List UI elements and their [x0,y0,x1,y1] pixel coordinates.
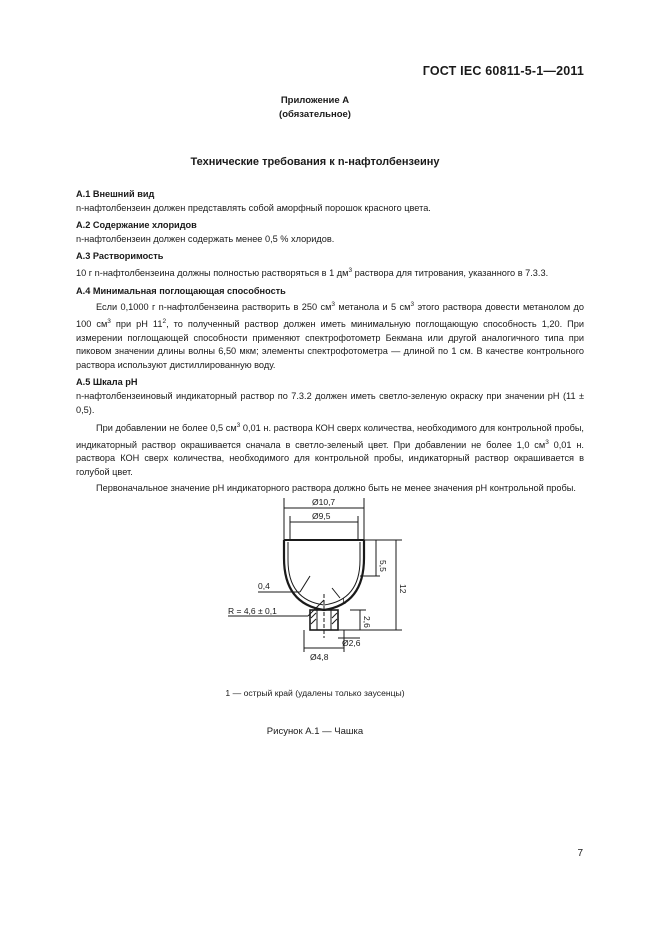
hatch-line [332,619,337,624]
text-run: раствора для титрования, указанного в 7.3.3. [352,268,549,279]
cup-drawing [200,488,440,668]
annex-label: Приложение А [280,95,350,106]
hatch-line [332,613,337,618]
hatch-line [311,613,316,618]
section-text-a5-p1: n-нафтолбензеиновый индикаторный раствор по 7.3.2 должен иметь светло-зеленую окраску при значении рН (11 ± 0,5). [76,390,584,415]
figure-note: 1 — острый край (удалены только заусенцы) [225,688,405,698]
section-heading-a1: А.1 Внешний вид [76,189,155,199]
section-text-a1: n-нафтолбензеин должен представлять собой аморфный порошок красного цвета. [76,202,431,213]
dim-edge: 0,4 [258,581,270,591]
section-text-a2: n-нафтолбензеин должен содержать менее 0,5 % хлоридов. [76,233,335,244]
superscript: 3 [236,422,241,430]
text-run: Если 0,1000 г n-нафтолбензеина растворить в 250 см [96,302,332,313]
page-number: 7 [577,848,583,859]
superscript: 3 [410,301,415,309]
text-run: 0,01 н. раствора КОН сверх количества, необходимого для контрольной пробы, индикаторный раствор окрашивается сначала в светло-зеленый цвет. При добавлении не более 1,0 см [76,423,584,450]
section-text-a3 [76,264,584,281]
text-run: при рН 11 [110,318,163,329]
section-heading-a3: А.3 Растворимость [76,251,164,262]
cup-outer-wall [284,540,364,610]
section-heading-a5: А.5 Шкала рН [76,377,138,388]
section-text-a5-p3: Первоначальное значение рН индикаторного раствора должно быть не менее значения рН контрольной пробы. [96,482,576,493]
text-run: При добавлении не более 0,5 см [96,423,237,434]
dim-height-upper: 5,5 [378,560,388,572]
annex-status: (обязательное) [279,109,351,120]
text-run: 0,01 н. раствора КОН сверх количества, необходимого для контрольной пробы, индикаторный раствор окрашивается в голубой цвет. [76,439,584,477]
dim-stem-height: 2,6 [362,616,372,628]
superscript: 3 [348,266,353,274]
dim-stem-diameter: Ø2,6 [342,638,361,648]
superscript: 2 [162,317,167,325]
section-text-a5-p2 [76,419,584,480]
leader-line-edge [300,576,310,592]
text-run: этого раствора довести метанолом до 100 см [76,302,584,329]
section-heading-a4: А.4 Минимальная поглощающая способность [76,285,286,296]
superscript: 3 [107,317,111,325]
document-number: ГОСТ IEC 60811-5-1—2011 [422,64,584,78]
figure-caption: Рисунок А.1 — Чашка [266,726,364,737]
superscript: 3 [331,301,336,309]
text-run: метанола и 5 см [335,302,411,313]
hatch-line [311,619,316,624]
superscript: 3 [545,438,549,446]
section-heading-a2: А.2 Содержание хлоридов [76,220,197,231]
document-body [76,184,584,497]
dim-radius: R = 4,6 ± 0,1 [228,606,277,616]
dim-base-diameter: Ø4,8 [310,652,329,662]
dim-outer-diameter: Ø10,7 [312,497,336,507]
text-run: 10 г n-нафтолбензеина должны полностью растворяться в 1 дм [76,268,349,279]
annex-title: Технические требования к n-нафтолбензеину [190,156,440,168]
dim-height-total: 12 [398,584,408,594]
leader-line-callout [332,588,340,598]
callout-1: 1 [341,596,346,606]
text-run: , то полученный раствор должен иметь минимальную поглощающую способность 1,20. При измерении поглощающей способности применяют спектрофотометр Бекмана или другой аналогичного типа при пиковом значении длины волны 6,50 мкм; элементы спектрофотометра — длиной по 1 см. В качестве контрольного раствора используют дистиллированную воду. [76,318,584,370]
dim-inner-diameter: Ø9,5 [312,511,331,521]
section-text-a4 [76,298,584,372]
